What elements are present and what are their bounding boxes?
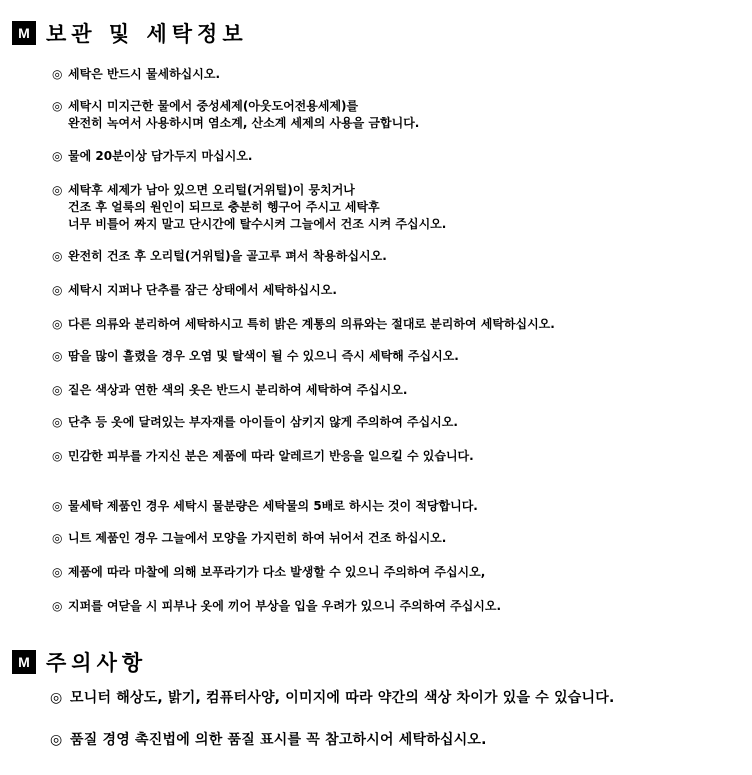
care-item	[52, 66, 220, 83]
care-item-text	[68, 98, 419, 132]
care-item-text	[68, 282, 337, 299]
care-item	[52, 182, 446, 233]
care-item	[52, 382, 407, 399]
care-item-line: 세탁후 세제가 남아 있으면 오리털(거위털)이 뭉치거나	[68, 183, 355, 197]
care-item-text	[68, 498, 478, 515]
bullet-mark: ◎	[52, 531, 63, 545]
care-item-line: 니트 제품인 경우 그늘에서 모양을 가지런히 하여 뉘어서 건조 하십시오.	[68, 531, 447, 545]
care-item-line: 땀을 많이 흘렸을 경우 오염 및 탈색이 될 수 있으니 즉시 세탁해 주십시오.	[68, 349, 459, 363]
bullet-mark: ◎	[52, 599, 63, 613]
care-item-text	[68, 564, 485, 581]
caution-section-title: 주의사항	[46, 651, 148, 675]
bullet-mark: ◎	[52, 183, 63, 197]
section-badge: M	[12, 21, 36, 45]
bullet-mark: ◎	[50, 690, 63, 706]
care-item-text	[68, 182, 446, 233]
care-item-text	[68, 448, 474, 465]
bullet-mark: ◎	[52, 383, 63, 397]
caution-item	[50, 688, 615, 708]
care-item-line: 너무 비틀어 짜지 말고 단시간에 탈수시켜 그늘에서 건조 시켜 주십시오.	[68, 217, 447, 231]
care-item-text	[68, 382, 407, 399]
bullet-mark: ◎	[52, 149, 63, 163]
care-item-text	[68, 530, 446, 547]
bullet-mark: ◎	[52, 317, 63, 331]
care-item-line: 물에 20분이상 담가두지 마십시오.	[68, 149, 253, 163]
care-item-text	[68, 598, 501, 615]
care-item-text	[68, 348, 459, 365]
bullet-mark: ◎	[52, 67, 63, 81]
care-item-line: 다른 의류와 분리하여 세탁하시고 특히 밝은 계통의 의류와는 절대로 분리하여 세탁하십시오.	[68, 317, 555, 331]
care-item	[52, 348, 459, 365]
care-item	[52, 282, 337, 299]
care-item-line: 민감한 피부를 가지신 분은 제품에 따라 알레르기 반응을 일으킬 수 있습니다.	[68, 449, 474, 463]
care-item-text	[68, 248, 387, 265]
bullet-mark: ◎	[52, 249, 63, 263]
caution-item-text: 모니터 해상도, 밝기, 컴퓨터사양, 이미지에 따라 약간의 색상 차이가 있을 수 있습니다.	[70, 690, 615, 706]
care-item-line: 건조 후 얼룩의 원인이 되므로 충분히 헹구어 주시고 세탁후	[68, 200, 380, 214]
care-item-text	[68, 316, 555, 333]
care-item	[52, 598, 501, 615]
care-item	[52, 530, 446, 547]
care-item-text	[68, 66, 220, 83]
care-item-line: 짙은 색상과 연한 색의 옷은 반드시 분리하여 세탁하여 주십시오.	[68, 383, 408, 397]
care-item-line: 물세탁 제품인 경우 세탁시 물분량은 세탁물의 5배로 하시는 것이 적당합니다.	[68, 499, 478, 513]
care-item-line: 지퍼를 여닫을 시 피부나 옷에 끼어 부상을 입을 우려가 있으니 주의하여 주십시오.	[68, 599, 502, 613]
bullet-mark: ◎	[52, 283, 63, 297]
care-item	[52, 248, 387, 265]
care-item-line: 완전히 건조 후 오리털(거위털)을 골고루 펴서 착용하십시오.	[68, 249, 387, 263]
care-item-text	[68, 148, 253, 165]
care-item-line: 세탁은 반드시 물세하십시오.	[68, 67, 221, 81]
care-item	[52, 316, 555, 333]
bullet-mark: ◎	[52, 349, 63, 363]
caution-item-text: 품질 경영 촉진법에 의한 품질 표시를 꼭 참고하시어 세탁하십시오.	[70, 732, 487, 748]
section-badge: M	[12, 650, 36, 674]
care-item	[52, 448, 474, 465]
caution-section-header	[12, 647, 147, 677]
care-item	[52, 414, 458, 431]
bullet-mark: ◎	[52, 415, 63, 429]
bullet-mark: ◎	[52, 565, 63, 579]
care-item-line: 세탁시 지퍼나 단추를 잠근 상태에서 세탁하십시오.	[68, 283, 337, 297]
care-item-line: 제품에 따라 마찰에 의해 보푸라기가 다소 발생할 수 있으니 주의하여 주십시오,	[68, 565, 486, 579]
care-section-header	[12, 18, 248, 48]
care-item-line: 단추 등 옷에 달려있는 부자재를 아이들이 삼키지 않게 주의하여 주십시오.	[68, 415, 458, 429]
bullet-mark: ◎	[52, 499, 63, 513]
care-item	[52, 498, 478, 515]
bullet-mark: ◎	[52, 449, 63, 463]
care-section-title: 보관 및 세탁정보	[46, 22, 248, 46]
care-item-line: 세탁시 미지근한 물에서 중성세제(아웃도어전용세제)를	[68, 99, 359, 113]
caution-item	[50, 730, 487, 750]
bullet-mark: ◎	[50, 732, 63, 748]
care-item	[52, 98, 419, 132]
care-item-line: 완전히 녹여서 사용하시며 염소계, 산소계 세제의 사용을 금합니다.	[68, 116, 420, 130]
care-item-text	[68, 414, 458, 431]
bullet-mark: ◎	[52, 99, 63, 113]
care-item	[52, 564, 485, 581]
care-item	[52, 148, 253, 165]
